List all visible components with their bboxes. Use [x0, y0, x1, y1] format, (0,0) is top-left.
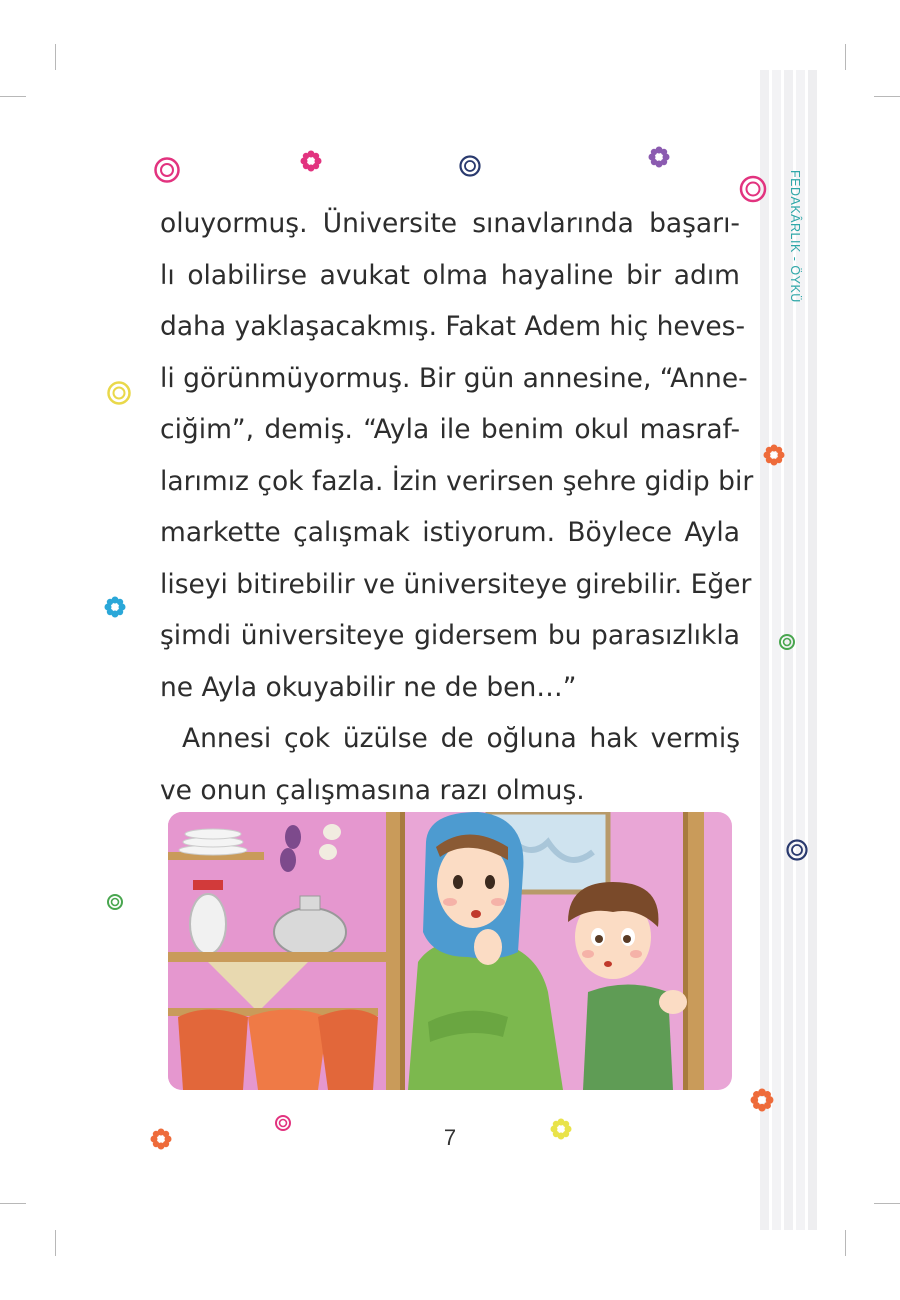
- text-line: larımız çok fazla. İzin verirsen şehre gidip bir: [160, 465, 754, 497]
- text-line: li görünmüyormuş. Bir gün annesine, “Anne-: [160, 362, 748, 394]
- text-line: markette çalışmak istiyorum. Böylece Ayla: [160, 517, 740, 548]
- text-line: liseyi bitirebilir ve üniversiteye girebilir. Eğer: [160, 568, 752, 600]
- text-line: daha yaklaşacakmış. Fakat Adem hiç heves-: [160, 311, 746, 342]
- flower-icon: [648, 146, 670, 168]
- ring-icon: [778, 633, 796, 651]
- text-line: şimdi üniversiteye gidersem bu parasızlıkla: [160, 620, 740, 651]
- text-line: ve onun çalışmasına razı olmuş.: [160, 774, 585, 806]
- story-text: [160, 198, 754, 816]
- side-stripe: [760, 70, 769, 1230]
- crop-mark: [55, 44, 56, 70]
- crop-mark: [0, 1203, 26, 1204]
- text-line: ne Ayla okuyabilir ne de ben…”: [160, 671, 577, 703]
- text-line: lı olabilirse avukat olma hayaline bir adım: [160, 259, 740, 291]
- page-number: 7: [443, 1125, 457, 1150]
- flower-icon: [300, 150, 322, 172]
- crop-mark: [0, 96, 26, 97]
- ring-icon: [106, 893, 124, 911]
- flower-icon: [750, 1088, 774, 1112]
- text-line: ciğim”, demiş. “Ayla ile benim okul masraf-: [160, 414, 740, 445]
- flower-icon: [104, 596, 126, 618]
- paragraph-1: [160, 198, 754, 713]
- crop-mark: [55, 1230, 56, 1256]
- crop-mark: [845, 1230, 846, 1256]
- ring-icon: [738, 174, 768, 204]
- ring-icon: [153, 156, 181, 184]
- ring-icon: [458, 154, 482, 178]
- text-line: Annesi çok üzülse de oğluna hak vermiş: [182, 723, 740, 754]
- story-illustration: [168, 812, 732, 1090]
- side-stripe: [808, 70, 817, 1230]
- crop-mark: [845, 44, 846, 70]
- crop-mark: [874, 1203, 900, 1204]
- crop-mark: [874, 96, 900, 97]
- text-line: oluyormuş. Üniversite sınavlarında başarı-: [160, 208, 740, 239]
- paragraph-2: [160, 713, 740, 816]
- side-title: FEDAKÂRLIK - ÖYKÜ: [788, 170, 802, 303]
- ring-icon: [785, 838, 809, 862]
- flower-icon: [763, 444, 785, 466]
- ring-icon: [106, 380, 132, 406]
